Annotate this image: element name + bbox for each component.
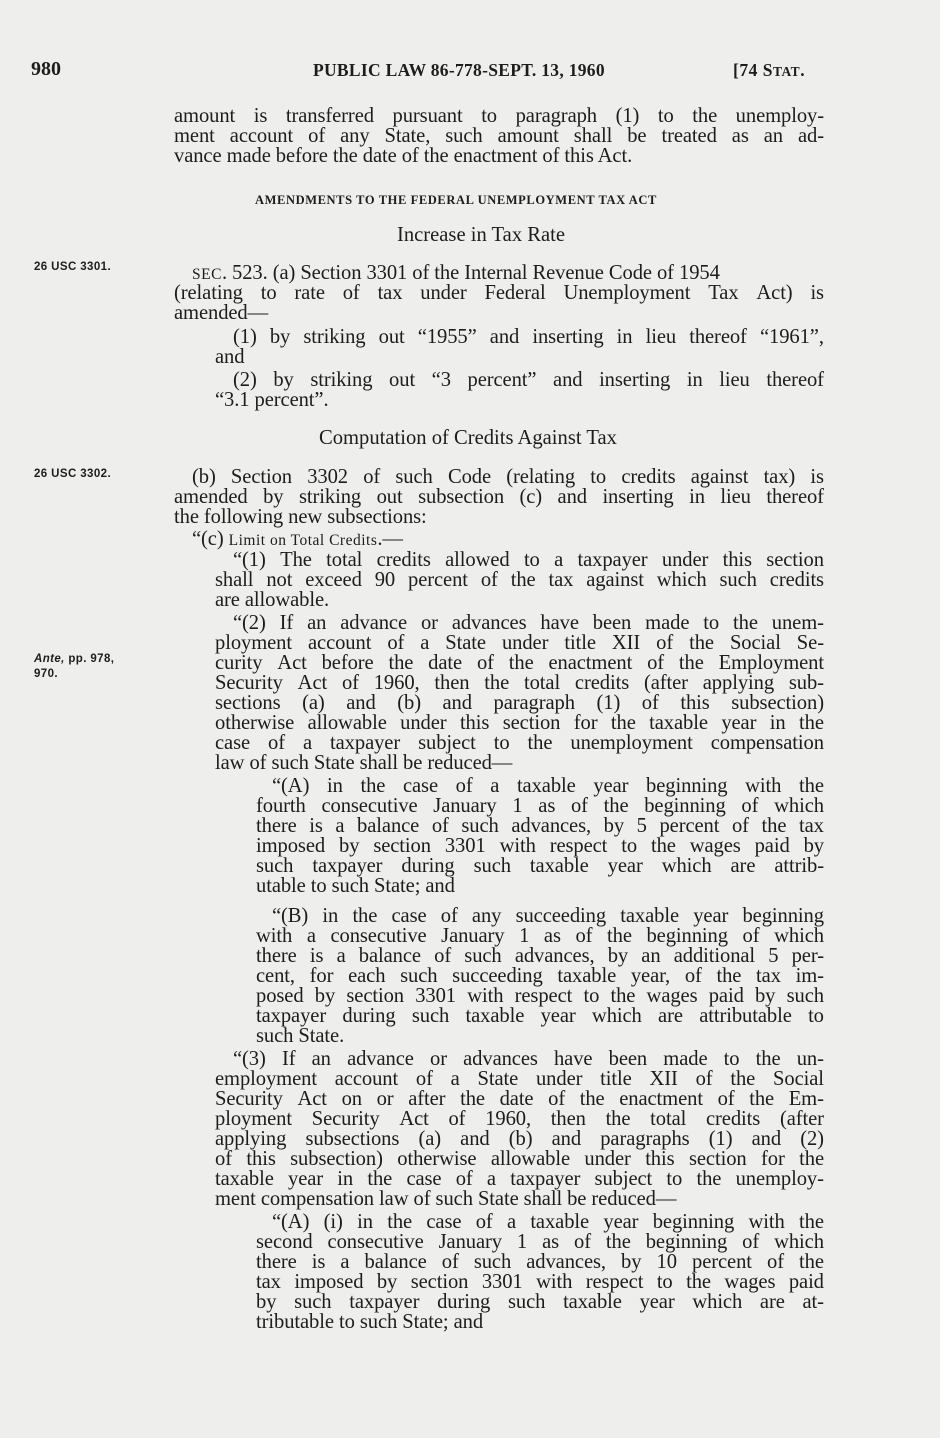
text-line: utable to such State; and (256, 875, 455, 897)
text-line: are allowable. (215, 589, 330, 611)
margin-note-ante-line2: 970. (34, 668, 58, 680)
text-line: ment compensation law of such State shall be reduced— (215, 1188, 677, 1210)
text-line: second consecutive January 1 as of the beginning of which (256, 1231, 824, 1253)
margin-note-usc-3302: 26 USC 3302. (34, 468, 112, 480)
text-line: by such taxpayer during such taxable year which are at- (256, 1291, 824, 1313)
item-1-line: (1) by striking out “1955” and inserting in lieu thereof “1961”, (233, 326, 824, 348)
text-line: “3.1 percent”. (215, 389, 329, 411)
text-line: with a consecutive January 1 as of the beginning of which (256, 925, 824, 947)
text-line: (b) Section 3302 of such Code (relating to credits against tax) is (192, 466, 824, 488)
page-number: 980 (31, 58, 61, 80)
limit-heading: “(c) Limit on Total Credits.— (192, 528, 403, 550)
text-line: cent, for each such succeeding taxable year, of the tax im- (256, 965, 824, 987)
margin-note-usc-3301: 26 USC 3301. (34, 261, 112, 273)
text-line: (relating to rate of tax under Federal Unemployment Tax Act) is (174, 282, 824, 304)
text-line: of this subsection) otherwise allowable under this section for the (215, 1148, 824, 1170)
text-line: such taxpayer during such taxable year which are attrib- (256, 855, 824, 877)
text-line: shall not exceed 90 percent of the tax against which such credits (215, 569, 824, 591)
text-line: tributable to such State; and (256, 1311, 484, 1333)
text-line: and (215, 346, 245, 368)
text-line: “(2) If an advance or advances have been made to the unem- (233, 612, 824, 634)
running-head: PUBLIC LAW 86-778-SEPT. 13, 1960 (313, 60, 605, 80)
text-line: curity Act before the date of the enactment of the Employment (215, 652, 824, 674)
text-line: vance made before the date of the enactment of this Act. (174, 145, 633, 167)
text-line: there is a balance of such advances, by 5 percent of the tax (256, 815, 824, 837)
text-line: “(1) The total credits allowed to a taxpayer under this section (233, 549, 824, 571)
margin-note-ante: Ante, pp. 978, (34, 653, 115, 665)
section-heading: AMENDMENTS TO THE FEDERAL UNEMPLOYMENT TAX ACT (255, 193, 657, 207)
text-line: amended by striking out subsection (c) and inserting in lieu thereof (174, 486, 824, 508)
subheading-increase: Increase in Tax Rate (397, 224, 565, 246)
text-line: otherwise allowable under this section for the taxable year in the (215, 712, 824, 734)
text-line: taxpayer during such taxable year which are attributable to (256, 1005, 824, 1027)
section-523-line: SEC. 523. (a) Section 3301 of the Internal Revenue Code of 1954 (192, 262, 720, 284)
text-line: applying subsections (a) and (b) and paragraphs (1) and (2) (215, 1128, 824, 1150)
text-line: law of such State shall be reduced— (215, 752, 513, 774)
text-line: “(B) in the case of any succeeding taxable year beginning (272, 905, 824, 927)
text-line: Security Act of 1960, then the total credits (after applying sub- (215, 672, 824, 694)
text-line: amount is transferred pursuant to paragraph (1) to the unemploy- (174, 105, 824, 127)
text-line: such State. (256, 1025, 345, 1047)
text-line: ployment Security Act of 1960, then the total credits (after (215, 1108, 824, 1130)
text-line: “(A) in the case of a taxable year beginning with the (272, 775, 824, 797)
text-line: case of a taxpayer subject to the unemployment compensation (215, 732, 824, 754)
text-line: fourth consecutive January 1 as of the beginning of which (256, 795, 824, 817)
item-2-line: (2) by striking out “3 percent” and inserting in lieu thereof (233, 369, 824, 391)
text-line: there is a balance of such advances, by an additional 5 per- (256, 945, 824, 967)
text-line: ment account of any State, such amount shall be treated as an ad- (174, 125, 824, 147)
text-line: “(A) (i) in the case of a taxable year beginning with the (272, 1211, 824, 1233)
text-line: amended— (174, 302, 269, 324)
text-line: posed by section 3301 with respect to the wages paid by such (256, 985, 824, 1007)
text-line: “(3) If an advance or advances have been made to the un- (233, 1048, 824, 1070)
text-line: the following new subsections: (174, 506, 427, 528)
text-line: sections (a) and (b) and paragraph (1) of this subsection) (215, 692, 824, 714)
statute-reference: [74 STAT. (733, 60, 806, 80)
text-line: Security Act on or after the date of the enactment of the Em- (215, 1088, 824, 1110)
text-line: ployment account of a State under title XII of the Social Se- (215, 632, 824, 654)
text-line: tax imposed by section 3301 with respect to the wages paid (256, 1271, 824, 1293)
text-line: imposed by section 3301 with respect to the wages paid by (256, 835, 824, 857)
text-line: employment account of a State under title XII of the Social (215, 1068, 824, 1090)
subheading-computation: Computation of Credits Against Tax (319, 427, 617, 449)
text-line: there is a balance of such advances, by 10 percent of the (256, 1251, 824, 1273)
text-line: taxable year in the case of a taxpayer subject to the unemploy- (215, 1168, 824, 1190)
